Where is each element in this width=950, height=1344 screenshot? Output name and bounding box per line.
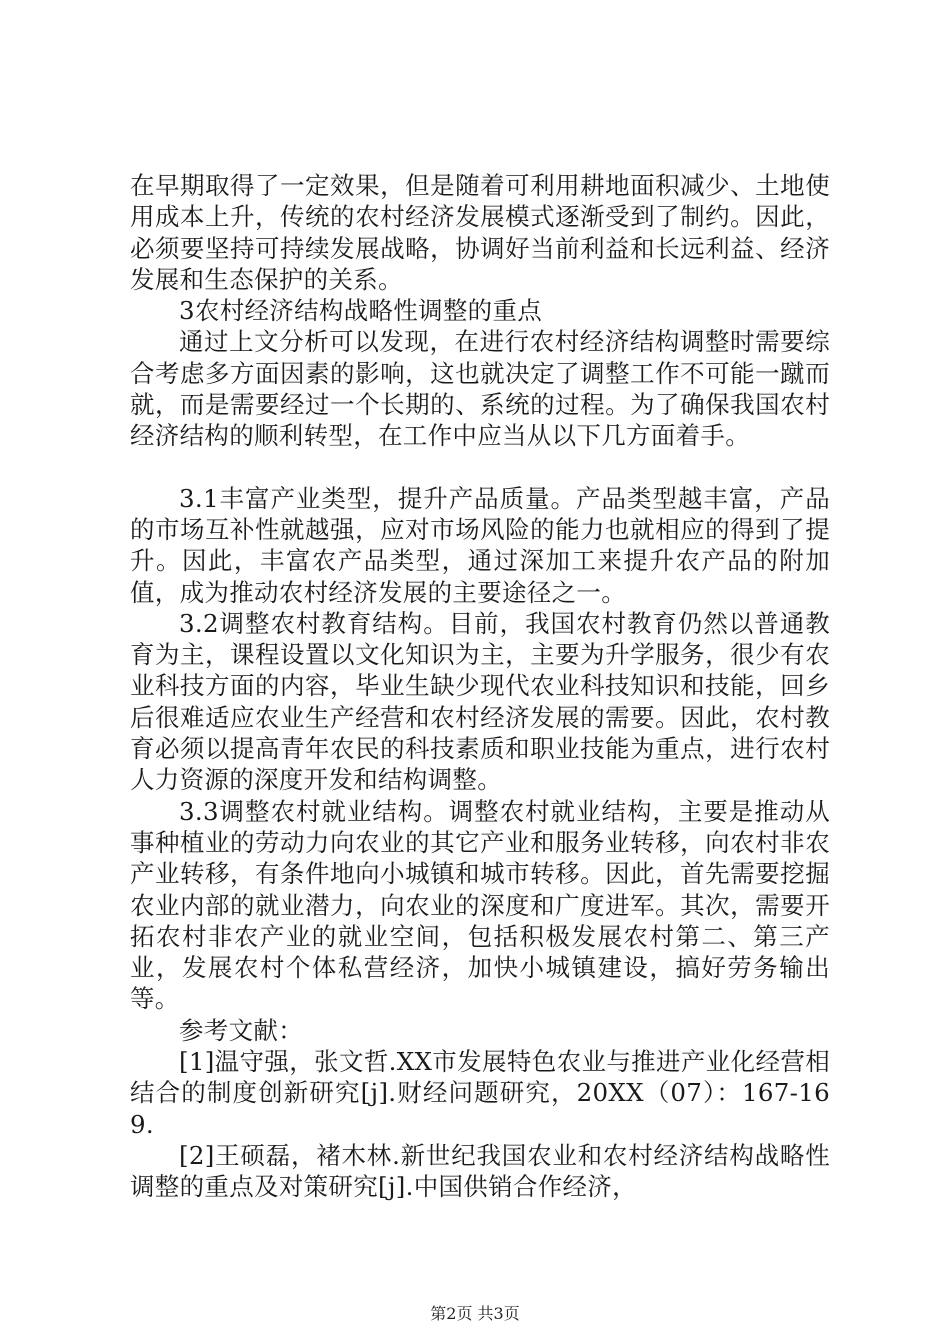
page-number: 第2页 共3页	[430, 1304, 520, 1323]
references-heading: 参考文献：	[179, 1015, 303, 1045]
document-body	[130, 170, 830, 1203]
reference-item: [1]温守强，张文哲.XX市发展特色农业与推进产业化经营相结合的制度创新研究[j].财经问题研究，20XX（07）：167-169.	[130, 1047, 830, 1139]
paragraph-intro: 通过上文分析可以发现，在进行农村经济结构调整时需要综合考虑多方面因素的影响，这也就决定了调整工作不可能一蹴而就，而是需要经过一个长期的、系统的过程。为了确保我国农村经济结构的顺利转型，在工作中应当从以下几方面着手。	[130, 327, 830, 451]
section-heading: 3农村经济结构战略性调整的重点	[179, 296, 543, 326]
reference-item: [2]王硕磊，褚木林.新世纪我国农业和农村经济结构战略性调整的重点及对策研究[j].中国供销合作经济，	[130, 1140, 830, 1202]
paragraph-3-3: 3.3调整农村就业结构。调整农村就业结构，主要是推动从事种植业的劳动力向农业的其它产业和服务业转移，向农村非农产业转移，有条件地向小城镇和城市转移。因此，首先需要挖掘农业内部的就业潜力，向农业的深度和广度进军。其次，需要开拓农村非农产业的就业空间，包括积极发展农村第二、第三产业，发展农村个体私营经济，加快小城镇建设，搞好劳务输出等。	[130, 796, 830, 1014]
paragraph-3-2: 3.2调整农村教育结构。目前，我国农村教育仍然以普通教育为主，课程设置以文化知识为主，主要为升学服务，很少有农业科技方面的内容，毕业生缺少现代农业科技知识和技能，回乡后很难适应农业生产经营和农村经济发展的需要。因此，农村教育必须以提高青年农民的科技素质和职业技能为重点，进行农村人力资源的深度开发和结构调整。	[130, 608, 830, 795]
paragraph-3-1: 3.1丰富产业类型，提升产品质量。产品类型越丰富，产品的市场互补性就越强，应对市场风险的能力也就相应的得到了提升。因此，丰富农产品类型，通过深加工来提升农产品的附加值，成为推动农村经济发展的主要途径之一。	[130, 483, 830, 607]
paragraph-continuation: 在早期取得了一定效果，但是随着可利用耕地面积减少、土地使用成本上升，传统的农村经济发展模式逐渐受到了制约。因此，必须要坚持可持续发展战略，协调好当前利益和长远利益、经济发展和生态保护的关系。	[130, 171, 830, 294]
